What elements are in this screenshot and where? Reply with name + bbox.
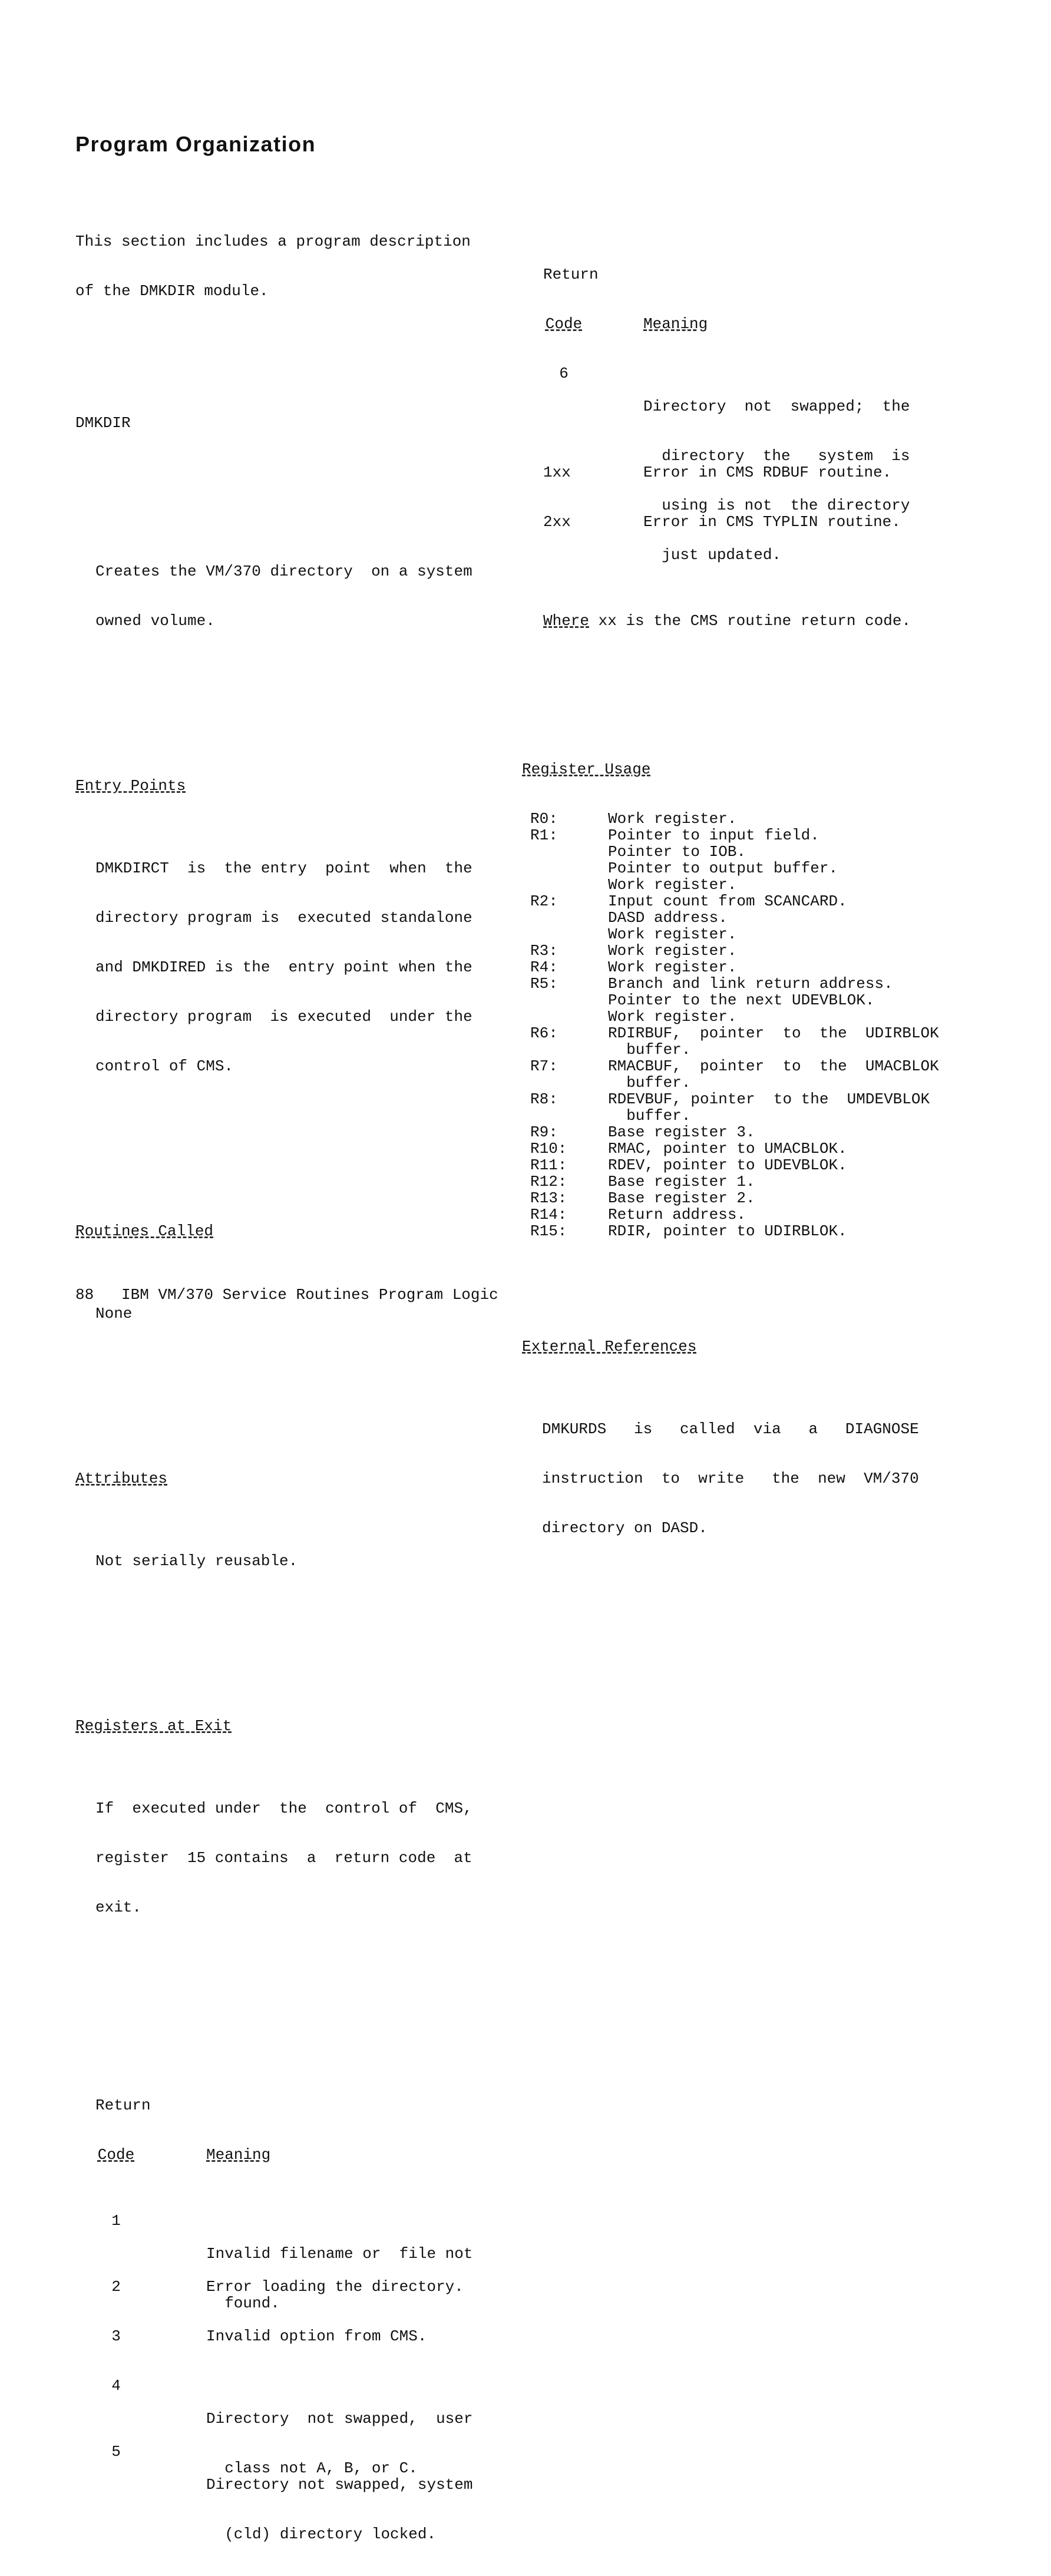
module-name: DMKDIR bbox=[75, 414, 131, 432]
intro-line: of the DMKDIR module. bbox=[75, 282, 269, 300]
register-description: Branch and link return address. bbox=[608, 975, 893, 993]
return-code-row: 2 Error loading the directory. bbox=[111, 2278, 464, 2296]
register-name: R11: bbox=[530, 1156, 567, 1174]
register-description: buffer. bbox=[608, 1107, 691, 1125]
return-code-row: 1xx Error in CMS RDBUF routine. bbox=[543, 464, 892, 481]
return-code-header-top: Return bbox=[95, 2096, 151, 2114]
register-description: buffer. bbox=[608, 1041, 691, 1059]
register-description: RMAC, pointer to UMACBLOK. bbox=[608, 1140, 847, 1158]
register-row bbox=[522, 1223, 993, 1239]
register-description: Base register 3. bbox=[608, 1123, 755, 1141]
register-description: Work register. bbox=[608, 958, 737, 976]
return-code-row: 5 Directory not swapped, system (cld) directory locked. bbox=[111, 2443, 473, 2543]
register-description: Input count from SCANCARD. bbox=[608, 892, 847, 910]
register-row bbox=[522, 975, 993, 1025]
register-name: R0: bbox=[530, 810, 558, 828]
register-description: Work register. bbox=[608, 925, 737, 943]
register-name: R7: bbox=[530, 1057, 558, 1075]
return-code-header-meaning: Meaning bbox=[206, 2146, 271, 2164]
register-row bbox=[522, 1091, 993, 1124]
register-description: Pointer to output buffer. bbox=[608, 859, 838, 877]
register-name: R8: bbox=[530, 1090, 558, 1108]
register-description: Work register. bbox=[608, 1008, 737, 1026]
return-code-table bbox=[75, 2064, 500, 2543]
register-description: Work register. bbox=[608, 876, 737, 894]
register-row bbox=[522, 1206, 993, 1223]
routines-called-text: None bbox=[95, 1305, 133, 1322]
register-row bbox=[522, 811, 993, 827]
page-title: Program Organization bbox=[75, 132, 316, 156]
return-code-row: 1 Invalid filename or file not found. bbox=[111, 2212, 473, 2312]
register-description: Return address. bbox=[608, 1206, 746, 1223]
entry-points-heading: Entry Points bbox=[75, 777, 186, 795]
register-description: RDIR, pointer to UDIRBLOK. bbox=[608, 1222, 847, 1240]
return-code-header-top: Return bbox=[543, 266, 599, 283]
register-description: RDEV, pointer to UDEVBLOK. bbox=[608, 1156, 847, 1174]
return-code-row: 6 Directory not swapped; the directory the system is using is not the directory just updated. bbox=[559, 365, 910, 564]
register-row bbox=[522, 1190, 993, 1206]
register-usage-heading: Register Usage bbox=[522, 760, 651, 778]
register-description: Pointer to input field. bbox=[608, 826, 819, 844]
register-name: R6: bbox=[530, 1024, 558, 1042]
where-note: Where xx is the CMS routine return code. bbox=[543, 612, 911, 630]
register-description: Pointer to the next UDEVBLOK. bbox=[608, 991, 875, 1009]
registers-at-exit-text: If executed under the control of CMS, register 15 contains a return code at exit. bbox=[95, 1800, 472, 1916]
register-description: DASD address. bbox=[608, 909, 728, 927]
register-row bbox=[522, 827, 993, 893]
register-description: RMACBUF, pointer to the UMACBLOK bbox=[608, 1057, 939, 1075]
register-row bbox=[522, 1124, 993, 1140]
register-name: R5: bbox=[530, 975, 558, 993]
module-description: Creates the VM/370 directory on a system owned volume. bbox=[95, 563, 472, 630]
register-name: R1: bbox=[530, 826, 558, 844]
register-description: RDIRBUF, pointer to the UDIRBLOK bbox=[608, 1024, 939, 1042]
register-row bbox=[522, 1157, 993, 1173]
return-code-row: 3 Invalid option from CMS. bbox=[111, 2327, 427, 2345]
register-row bbox=[522, 893, 993, 943]
register-usage-list bbox=[522, 811, 993, 1239]
register-description: Work register. bbox=[608, 810, 737, 828]
register-row bbox=[522, 1173, 993, 1190]
return-code-header-meaning: Meaning bbox=[643, 315, 708, 333]
attributes-text: Not serially reusable. bbox=[95, 1552, 298, 1570]
return-code-header-code: Code bbox=[97, 2146, 135, 2164]
register-name: R14: bbox=[530, 1206, 567, 1223]
left-column bbox=[75, 200, 500, 2542]
intro-line: This section includes a program description bbox=[75, 233, 471, 250]
register-name: R2: bbox=[530, 892, 558, 910]
register-description: Pointer to IOB. bbox=[608, 843, 746, 861]
registers-at-exit-heading: Registers at Exit bbox=[75, 1717, 232, 1735]
external-references-text: DMKURDS is called via a DIAGNOSE instruction to write the new VM/370 directory on DASD. bbox=[542, 1420, 919, 1537]
return-code-row: 2xx Error in CMS TYPLIN routine. bbox=[543, 513, 901, 531]
register-row bbox=[522, 1025, 993, 1058]
external-references-heading: External References bbox=[522, 1338, 697, 1355]
register-name: R10: bbox=[530, 1140, 567, 1158]
routines-called-heading: Routines Called bbox=[75, 1222, 214, 1240]
register-row bbox=[522, 1058, 993, 1091]
register-name: R3: bbox=[530, 942, 558, 960]
return-code-table-continued bbox=[522, 233, 993, 662]
register-description: buffer. bbox=[608, 1074, 691, 1092]
entry-points-text: DMKDIRCT is the entry point when the directory program is executed standalone and DMKDIRED is the entry point when the directory program is executed under the control of CMS. bbox=[95, 859, 472, 1075]
attributes-heading: Attributes bbox=[75, 1470, 168, 1487]
register-name: R12: bbox=[530, 1173, 567, 1191]
register-description: Base register 1. bbox=[608, 1173, 755, 1191]
register-row bbox=[522, 1140, 993, 1157]
return-code-row: 4 Directory not swapped, user class not A, B, or C. bbox=[111, 2377, 473, 2477]
page-footer: 88 IBM VM/370 Service Routines Program Logic bbox=[75, 1286, 498, 1304]
register-name: R15: bbox=[530, 1222, 567, 1240]
register-description: Work register. bbox=[608, 942, 737, 960]
return-code-header-code: Code bbox=[545, 315, 583, 333]
register-name: R13: bbox=[530, 1189, 567, 1207]
register-description: Base register 2. bbox=[608, 1189, 755, 1207]
register-description: RDEVBUF, pointer to the UMDEVBLOK bbox=[608, 1090, 930, 1108]
register-row bbox=[522, 959, 993, 975]
right-column bbox=[522, 200, 993, 1602]
register-name: R4: bbox=[530, 958, 558, 976]
register-name: R9: bbox=[530, 1123, 558, 1141]
register-row bbox=[522, 943, 993, 959]
